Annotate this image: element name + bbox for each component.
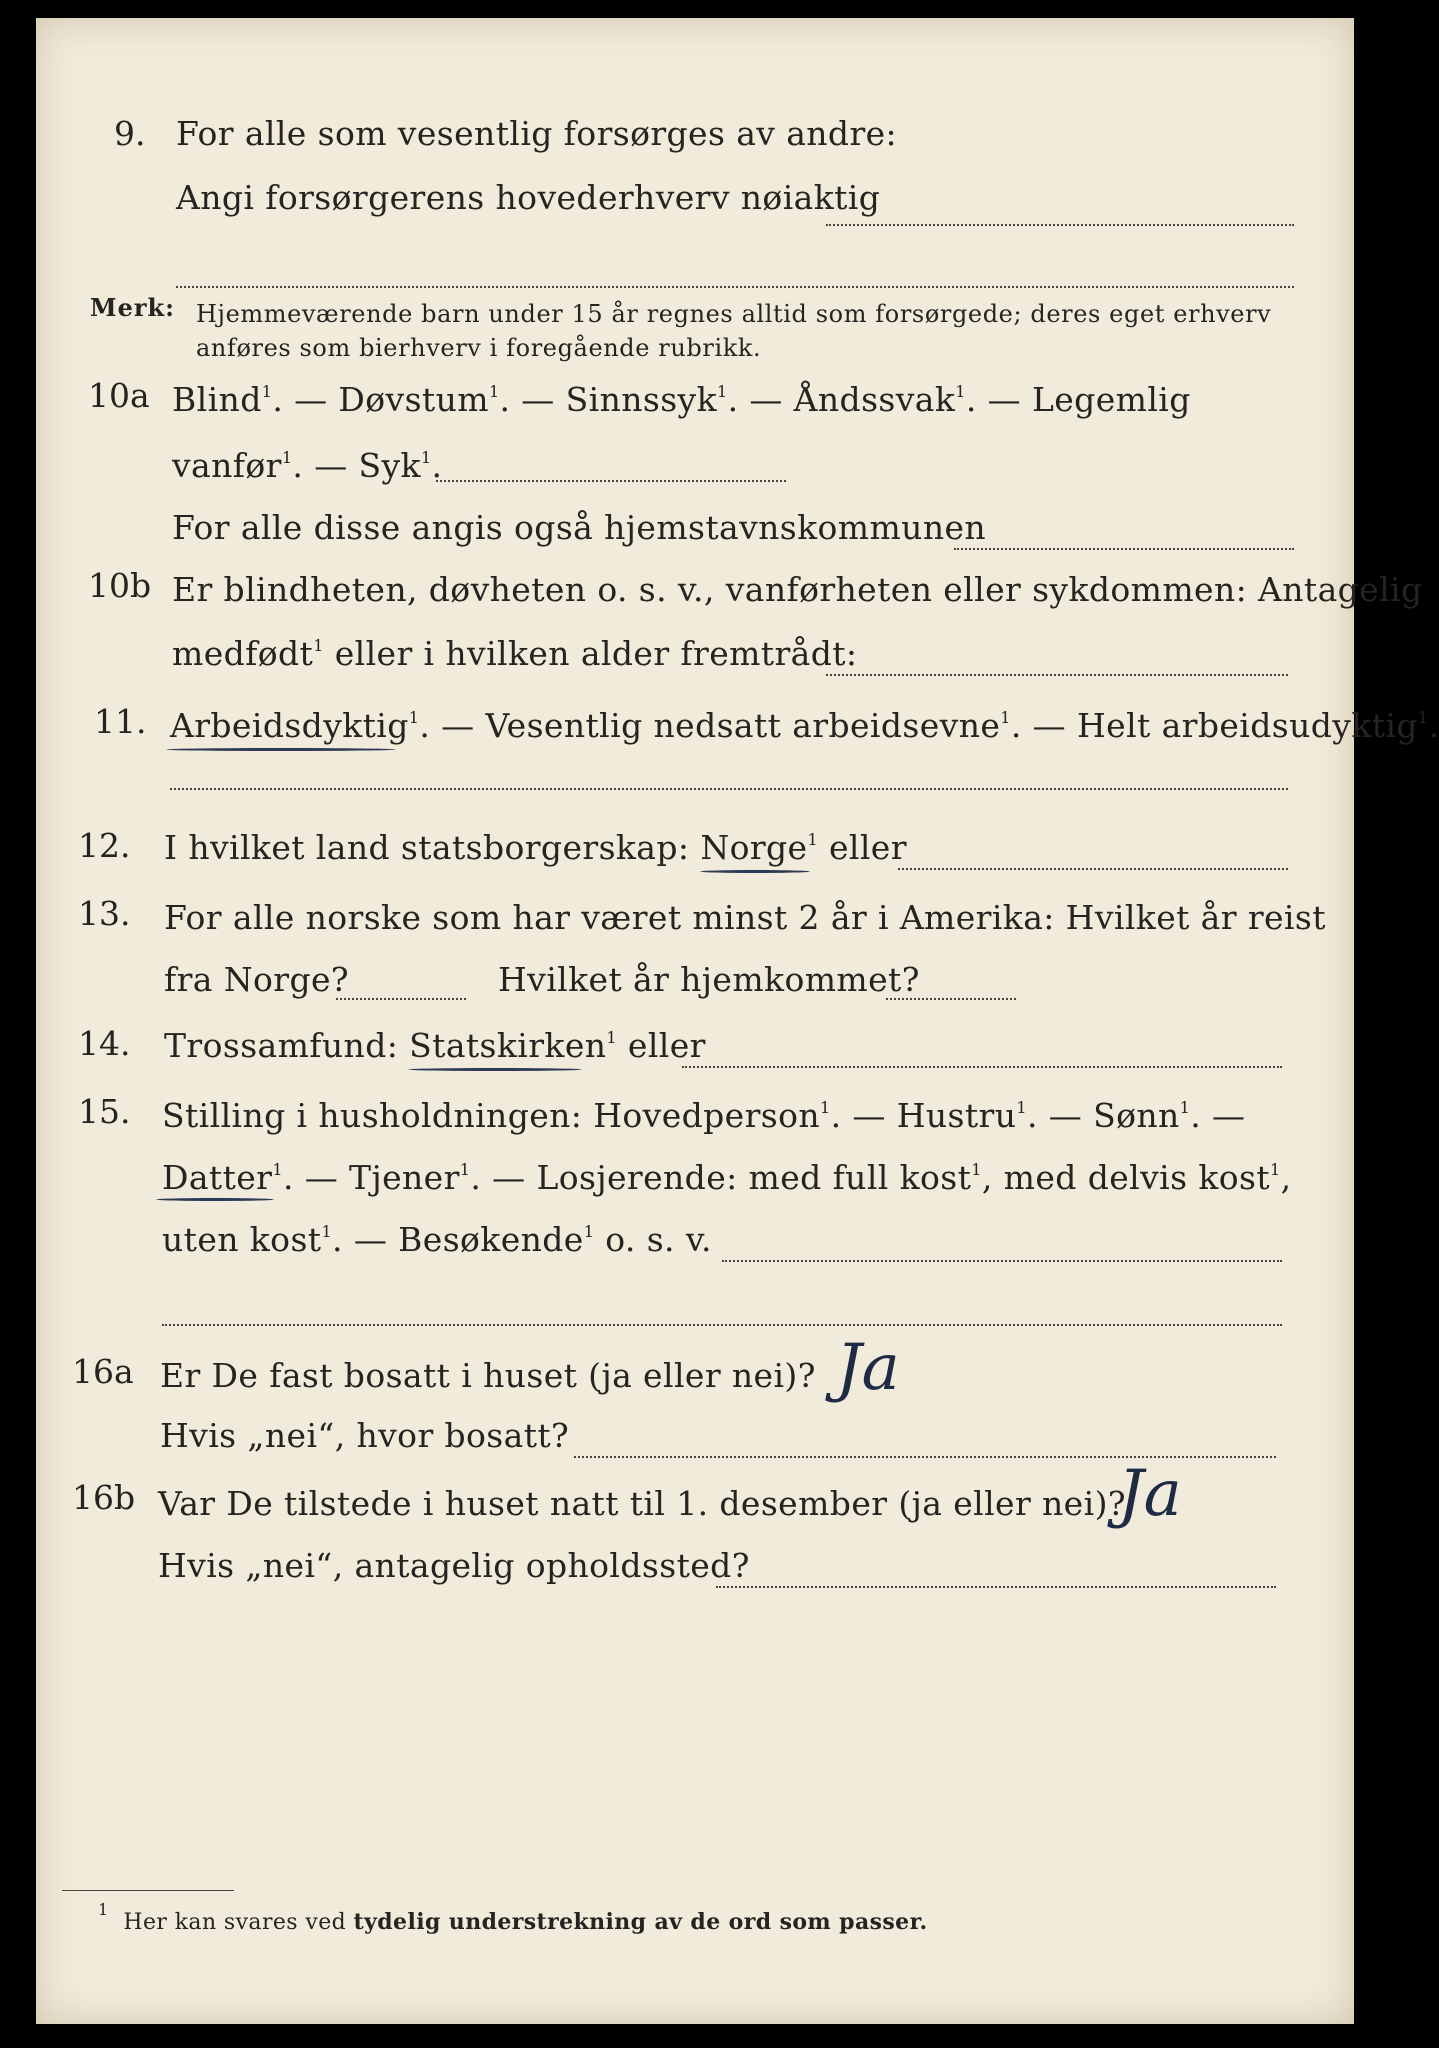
q16b-answer-line <box>716 1586 1276 1588</box>
q16b-handwritten-answer: Ja <box>1118 1457 1182 1531</box>
q10a-line3: For alle disse angis også hjemstavnskommunen <box>172 508 987 547</box>
q10b-answer-line <box>826 674 1288 676</box>
footnote-rule <box>62 1890 234 1891</box>
q13-reist-line <box>336 998 466 1000</box>
q11-answer-line <box>170 788 1288 790</box>
q14-handwritten-underline <box>408 1068 582 1071</box>
q13-line2b: Hvilket år hjemkommet? <box>498 960 920 999</box>
q15-handwritten-underline <box>156 1198 274 1201</box>
q16a-line2: Hvis „nei“, hvor bosatt? <box>160 1416 570 1455</box>
q10b-line1: Er blindheten, døvheten o. s. v., vanførheten eller sykdommen: Antagelig <box>172 570 1423 609</box>
q9-number: 9. <box>114 114 146 153</box>
q16a-line1: Er De fast bosatt i huset (ja eller nei)? <box>160 1356 816 1395</box>
q16a-number: 16a <box>72 1352 134 1391</box>
q10b-line2: medfødt$^1$ eller i hvilken alder fremtrådt: <box>172 634 858 673</box>
q10a-line1: Blind$^1$. — Døvstum$^1$. — Sinnssyk$^1$. — Åndssvak$^1$. — Legemlig <box>172 380 1191 419</box>
q12-number: 12. <box>78 826 131 865</box>
q10b-number: 10b <box>88 566 152 605</box>
q15-line2: Datter$^1$. — Tjener$^1$. — Losjerende: med full kost$^1$, med delvis kost$^1$, <box>162 1158 1292 1197</box>
q10a-number: 10a <box>88 376 150 415</box>
q9-line1: For alle som vesentlig forsørges av andre: <box>176 114 898 153</box>
census-form-page <box>36 18 1439 2024</box>
q15-number: 15. <box>78 1092 131 1131</box>
q11-number: 11. <box>94 702 147 741</box>
q16b-number: 16b <box>72 1478 136 1517</box>
q15-answer-line-2 <box>162 1324 1282 1326</box>
q11-line: Arbeidsdyktig$^1$. — Vesentlig nedsatt arbeidsevne$^1$. — Helt arbeidsudyktig$^1$. <box>170 706 1439 745</box>
q9-line2: Angi forsørgerens hovederhverv nøiaktig <box>176 178 881 217</box>
q14-answer-line <box>682 1066 1282 1068</box>
q15-line1: Stilling i husholdningen: Hovedperson$^1$. — Hustru$^1$. — Sønn$^1$. — <box>162 1096 1246 1135</box>
merk-line2: anføres som bierhverv i foregående rubrikk. <box>196 334 762 362</box>
q10a-line2: vanfør$^1$. — Syk$^1$. <box>172 446 443 485</box>
q12-answer-line <box>898 868 1288 870</box>
q13-line1: For alle norske som har været minst 2 år i Amerika: Hvilket år reist <box>164 898 1326 937</box>
q15-answer-line <box>722 1260 1282 1262</box>
q13-number: 13. <box>78 894 131 933</box>
merk-line1: Hjemmeværende barn under 15 år regnes alltid som forsørgede; deres eget erhverv <box>196 300 1272 328</box>
q9-answer-line <box>826 224 1294 226</box>
q14-number: 14. <box>78 1024 131 1063</box>
q16a-handwritten-answer: Ja <box>836 1331 900 1405</box>
q13-line2a: fra Norge? <box>164 960 350 999</box>
q16b-line1: Var De tilstede i huset natt til 1. desember (ja eller nei)? <box>158 1484 1126 1523</box>
q16b-line2: Hvis „nei“, antagelig opholdssted? <box>158 1546 750 1585</box>
q10a-hjemstavn-line <box>954 548 1294 550</box>
q9-answer-line-2 <box>176 286 1294 288</box>
q11-handwritten-underline <box>166 748 396 751</box>
q12-handwritten-underline <box>700 870 810 873</box>
q10a-answer-line <box>436 480 786 482</box>
q13-hjemkommet-line <box>886 998 1016 1000</box>
footnote: $^1$ Her kan svares ved tydelig understrekning av de ord som passer. <box>98 1900 928 1935</box>
merk-label: Merk: <box>90 293 175 322</box>
q15-line3: uten kost$^1$. — Besøkende$^1$ o. s. v. <box>162 1220 712 1259</box>
q14-line: Trossamfund: Statskirken$^1$ eller <box>164 1026 706 1065</box>
q12-line: I hvilket land statsborgerskap: Norge$^1$ eller <box>164 828 907 867</box>
